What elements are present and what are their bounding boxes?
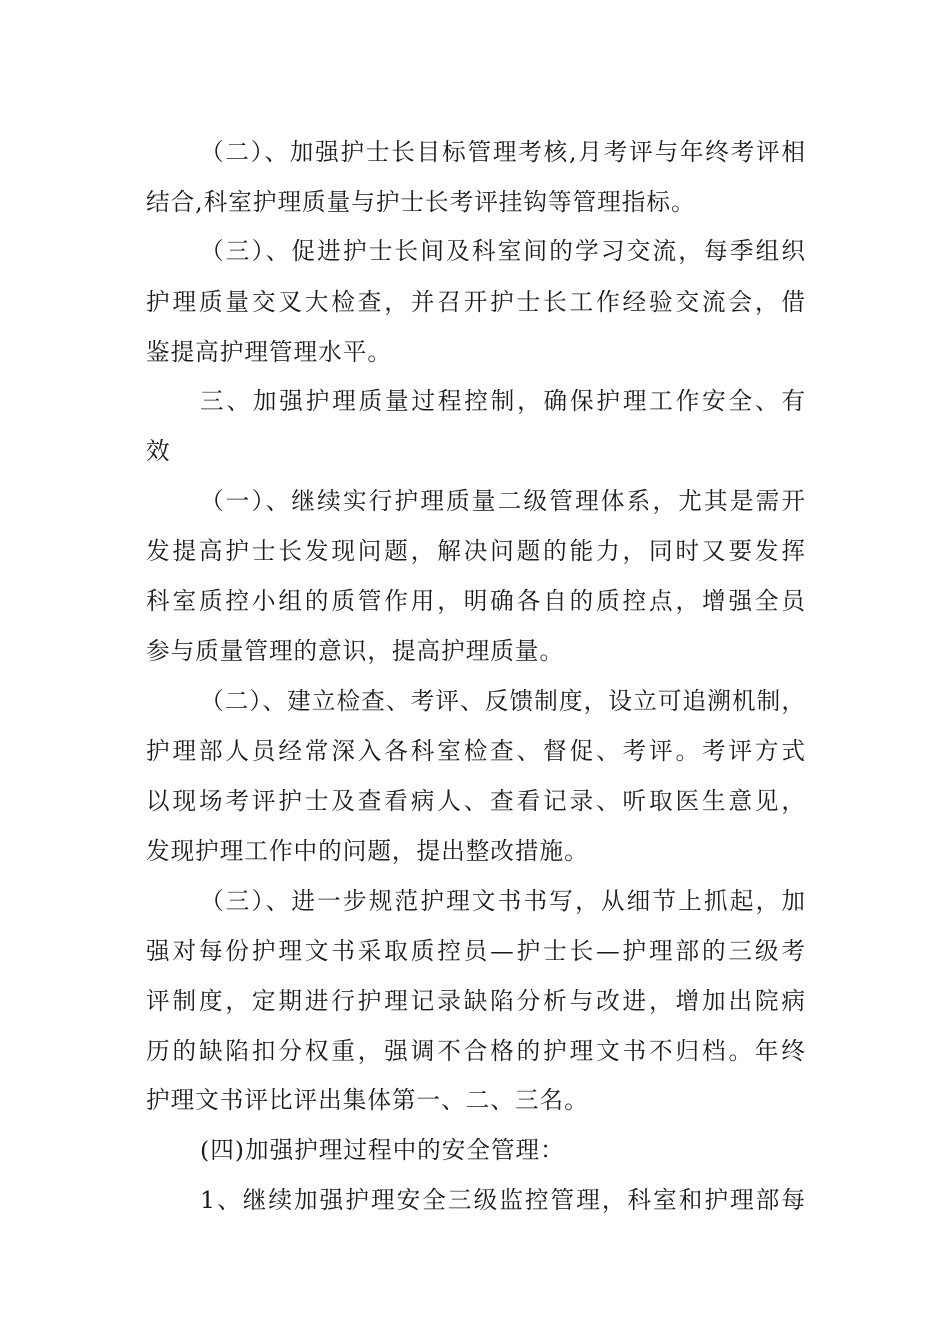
- paragraph-line: 鉴提高护理管理水平。: [146, 338, 392, 366]
- paragraph-line: （三）、进一步规范护理文书书写，从细节上抓起，加: [200, 887, 806, 915]
- paragraph-line: 发现护理工作中的问题，提出整改措施。: [146, 837, 589, 865]
- paragraph-line: 参与质量管理的意识，提高护理质量。: [146, 637, 565, 665]
- paragraph-line: 强对每份护理文书采取质控员—护士长—护理部的三级考: [146, 937, 806, 965]
- paragraph-line: （二）、加强护士长目标管理考核,月考评与年终考评相: [200, 138, 806, 166]
- paragraph-line: 护理部人员经常深入各科室检查、督促、考评。考评方式: [146, 737, 806, 765]
- paragraph-line: 护理文书评比评出集体第一、二、三名。: [146, 1086, 589, 1114]
- paragraph-line: 1、继续加强护理安全三级监控管理，科室和护理部每: [200, 1186, 806, 1214]
- paragraph-line: （一）、继续实行护理质量二级管理体系，尤其是需开: [200, 487, 806, 515]
- paragraph-line: 历的缺陷扣分权重，强调不合格的护理文书不归档。年终: [146, 1037, 806, 1065]
- paragraph-line: 发提高护士长发现问题，解决问题的能力，同时又要发挥: [146, 537, 806, 565]
- subsection-heading-line: (四)加强护理过程中的安全管理：: [200, 1136, 565, 1164]
- paragraph-line: 护理质量交叉大检查，并召开护士长工作经验交流会，借: [146, 288, 806, 316]
- section-heading-line: 三、加强护理质量过程控制，确保护理工作安全、有: [200, 387, 806, 415]
- paragraph-line: 科室质控小组的质管作用，明确各自的质控点，增强全员: [146, 587, 806, 615]
- paragraph-line: 结合,科室护理质量与护士长考评挂钩等管理指标。: [146, 188, 696, 216]
- paragraph-line: 评制度，定期进行护理记录缺陷分析与改进，增加出院病: [146, 987, 806, 1015]
- paragraph-line: 以现场考评护士及查看病人、查看记录、听取医生意见，: [146, 787, 806, 815]
- section-heading-line: 效: [146, 437, 171, 465]
- paragraph-line: （二）、建立检查、考评、反馈制度，设立可追溯机制，: [200, 687, 806, 715]
- paragraph-line: （三）、促进护士长间及科室间的学习交流，每季组织: [200, 237, 806, 265]
